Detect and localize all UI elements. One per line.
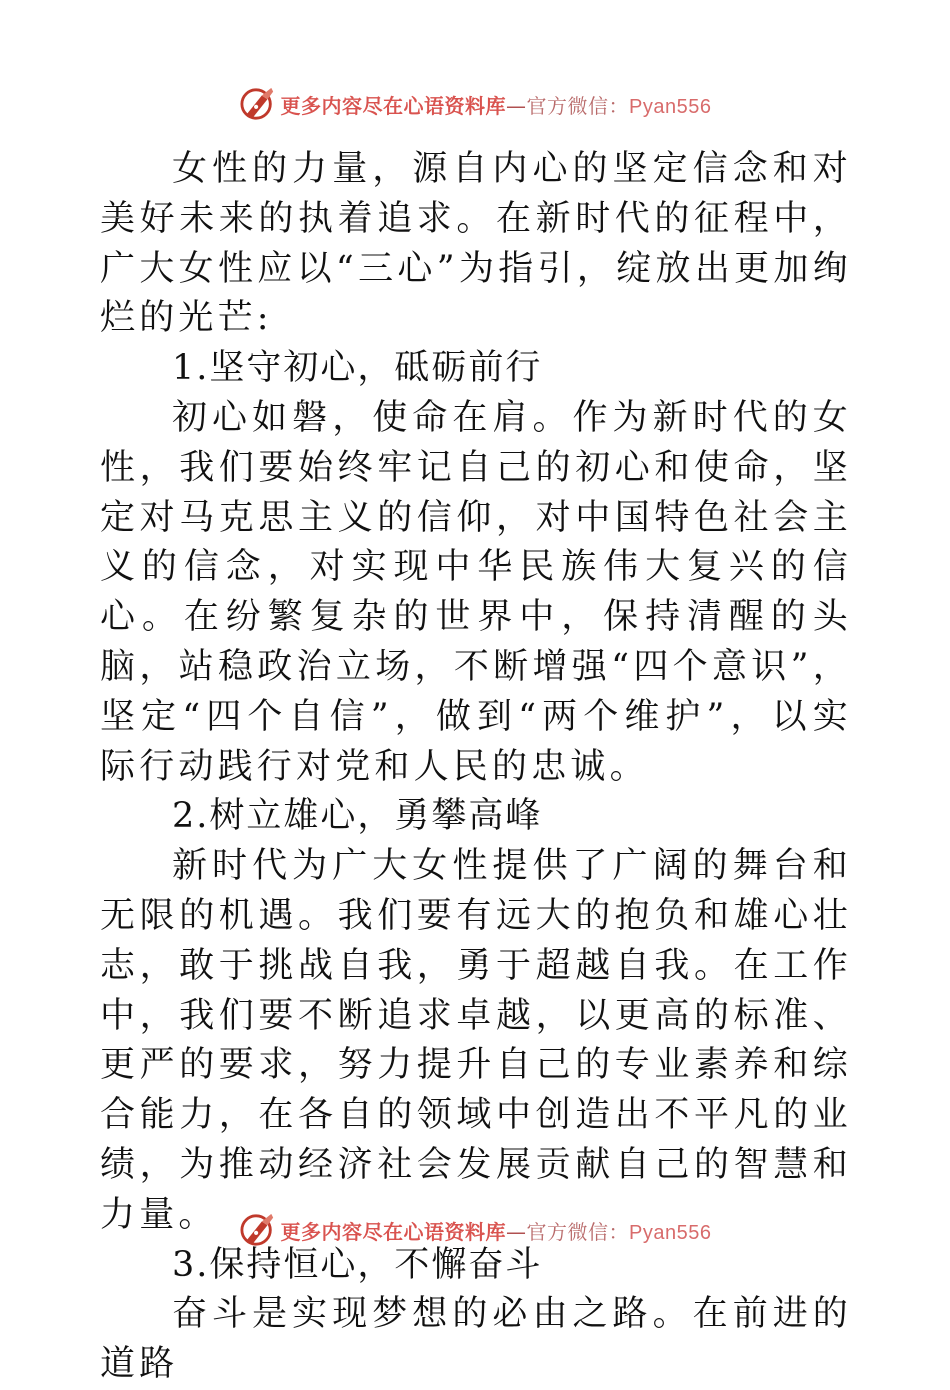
pen-nib-logo-icon [239,86,277,122]
banner-wechat-label: 官方微信： [526,1219,630,1244]
header-banner [0,84,950,124]
section-1-paragraph: 初心如磐，使命在肩。作为新时代的女性，我们要始终牢记自己的初心和使命，坚定对马克思主义的信仰，对中国特色社会主义的信念，对实现中华民族伟大复兴的信心。在纷繁复杂的世界中，保持清醒的头脑，站稳政治立场，不断增强“四个意识”，坚定“四个自信”，做到“两个维护”，以实际行动践行对党和人民的忠诚。 [100,397,852,787]
banner-site-name: 更多内容尽在心语资料库 [280,1219,507,1244]
banner-wechat-id: Pyan556 [629,1221,712,1244]
document-body [100,145,852,1390]
intro-paragraph: 女性的力量，源自内心的坚定信念和对美好未来的执着追求。在新时代的征程中，广大女性应以“三心”为指引，绽放出更加绚烂的光芒: [100,149,852,339]
section-2-heading: 2.树立雄心，勇攀高峰 [172,796,543,837]
banner-text [281,90,712,119]
banner-separator: — [506,1219,527,1244]
section-3-heading: 3.保持恒心，不懈奋斗 [172,1244,543,1285]
banner-wechat-id: Pyan556 [629,95,712,118]
footer-banner [0,1210,950,1250]
banner-separator: — [506,93,527,118]
banner-text [281,1216,712,1245]
section-2-paragraph: 新时代为广大女性提供了广阔的舞台和无限的机遇。我们要有远大的抱负和雄心壮志，敢于挑战自我，勇于超越自我。在工作中，我们要不断追求卓越，以更高的标准、更严的要求，努力提升自己的专业素养和综合能力，在各自的领域中创造出不平凡的业绩，为推动经济社会发展贡献自己的智慧和力量。 [100,846,852,1235]
banner-site-name: 更多内容尽在心语资料库 [280,93,507,118]
section-1-heading: 1.坚守初心，砥砺前行 [172,348,543,389]
pen-nib-logo-icon [239,1212,277,1248]
section-3-paragraph: 奋斗是实现梦想的必由之路。在前进的道路 [100,1294,852,1385]
banner-wechat-label: 官方微信： [526,93,630,118]
